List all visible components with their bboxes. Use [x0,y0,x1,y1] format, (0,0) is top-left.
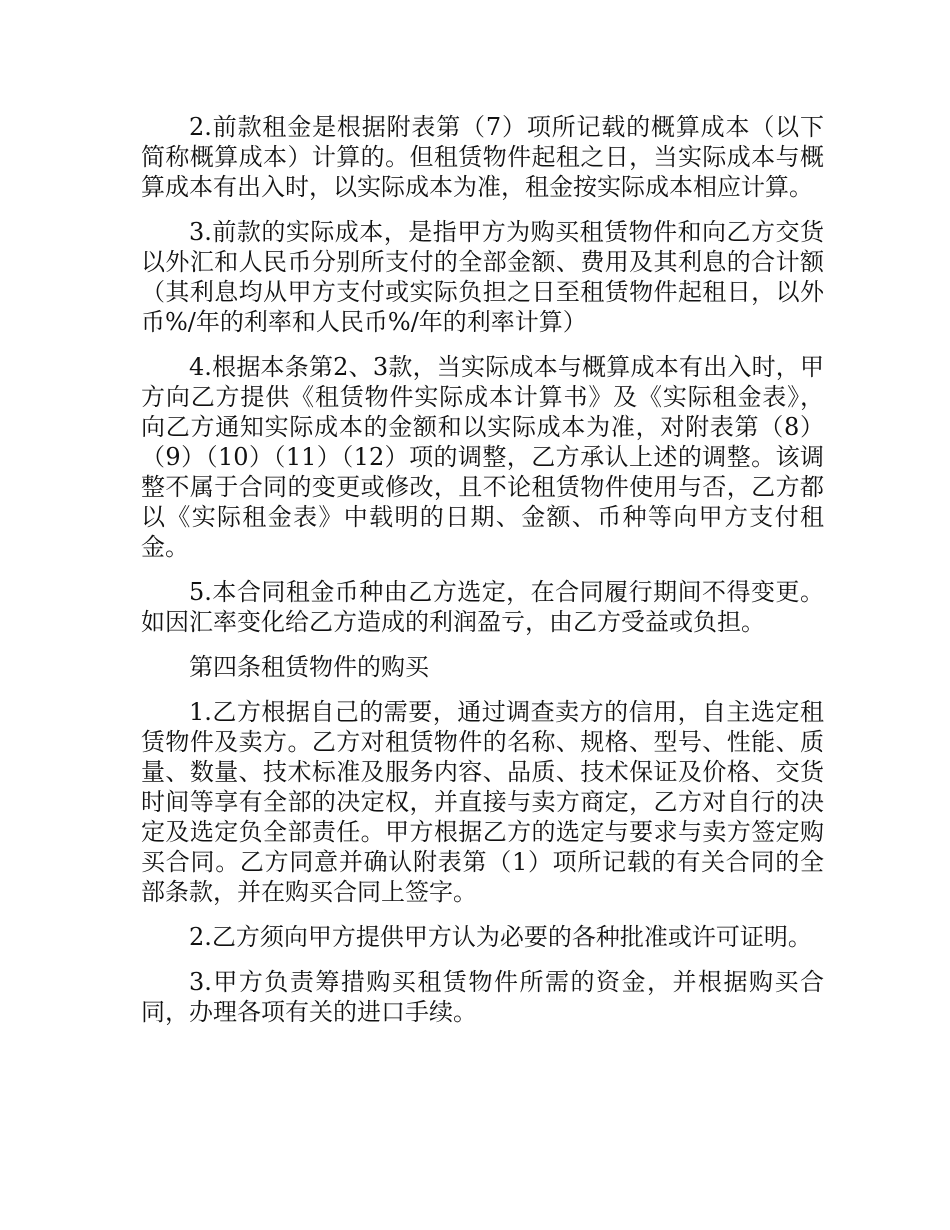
paragraph-approval-documents: 2.乙方须向甲方提供甲方认为必要的各种批准或许可证明。 [189,923,812,951]
paragraph-funding-import: 3.甲方负责筹措购买租赁物件所需的资金，并根据购买合同，办理各项有关的进口手续。 [141,968,824,1026]
paragraph-lessee-selection: 1.乙方根据自己的需要，通过调查卖方的信用，自主选定租赁物件及卖方。乙方对租赁物件的名称、规格、型号、性能、质量、数量、技术标准及服务内容、品质、技术保证及价格、交货时间等享有全部的决定权，并直接与卖方商定，乙方对自行的决定及选定负全部责任。甲方根据乙方的选定与要求与卖方签定购买合同。乙方同意并确认附表第（1）项所记载的有关合同的全部条款，并在购买合同上签字。 [141,698,824,906]
paragraph-rent-currency: 5.本合同租金币种由乙方选定，在合同履行期间不得变更。如因汇率变化给乙方造成的利润盈亏，由乙方受益或负担。 [141,578,824,636]
paragraph-cost-adjustment: 4.根据本条第2、3款，当实际成本与概算成本有出入时，甲方向乙方提供《租赁物件实际成本计算书》及《实际租金表》，向乙方通知实际成本的金额和以实际成本为准，对附表第（8）（9）（10）（11）（12）项的调整，乙方承认上述的调整。该调整不属于合同的变更或修改，且不论租赁物件使用与否，乙方都以《实际租金表》中载明的日期、金额、币种等向甲方支付租金。 [141,353,824,561]
section-heading-article-4: 第四条租赁物件的购买 [189,653,429,681]
paragraph-rent-estimated-cost: 2.前款租金是根据附表第（7）项所记载的概算成本（以下简称概算成本）计算的。但租赁物件起租之日，当实际成本与概算成本有出入时，以实际成本为准，租金按实际成本相应计算。 [141,113,824,201]
paragraph-actual-cost-definition: 3.前款的实际成本，是指甲方为购买租赁物件和向乙方交货以外汇和人民币分别所支付的全部金额、费用及其利息的合计额（其利息均从甲方支付或实际负担之日至租赁物件起租日，以外币%/年的利率和人民币%/年的利率计算） [141,218,824,336]
